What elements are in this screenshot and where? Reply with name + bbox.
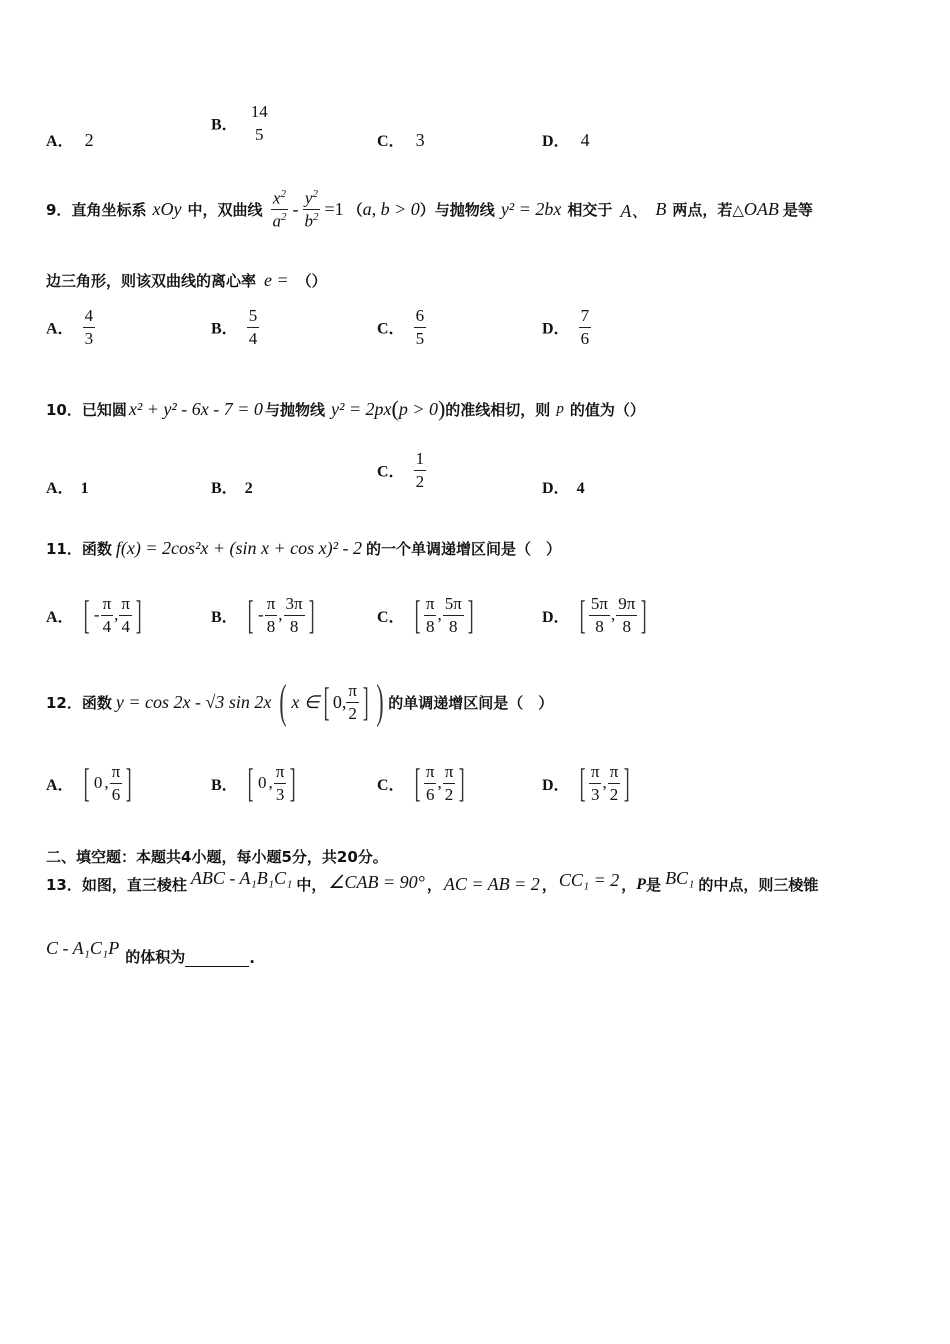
text: 与抛物线 [434,201,495,220]
denominator: 2 [444,784,454,804]
numerator: 6 [414,306,427,328]
q12-option-d[interactable] [542,762,634,804]
q13-stem-line2 [46,938,255,967]
q11-option-c[interactable] [377,594,477,636]
numerator: 7 [579,306,592,328]
interval: [ 0 , $\frac{\pi}{3}$ ] [247,760,297,806]
q9-option-c[interactable] [377,306,426,348]
text: 直角坐标系 [71,201,147,220]
value: 0 [93,773,103,793]
fraction-x2-a2: $\frac{x^2}{a^2}$ [272,188,287,231]
numerator: 5π [589,594,610,616]
numerator: π [101,594,114,616]
question-number: 13． [46,876,82,894]
q10-stem: 10． 已知圆 x² + y² - 6x - 7 = 0 与抛物线 y² = 2px ( p > 0 ) 的准线相切，则 p 的值为（） [46,396,645,421]
fraction [414,449,427,491]
text: （） [296,272,327,290]
denominator: 8 [266,616,276,636]
math: e = [264,270,289,290]
option-value: 4 [576,480,585,497]
math: xOy [152,199,182,220]
q11-option-a[interactable] [46,594,145,636]
math: ABC - A₁B₁C₁ [190,868,293,888]
numerator: π [346,681,359,703]
option-label: B． [211,776,238,794]
q12-option-b[interactable] [211,762,300,804]
text: 两点，若△ [672,201,744,220]
interval: [ - $\frac{\pi}{4}$ , $\frac{\pi}{4}$ ] [83,592,142,638]
q10-option-c[interactable] [377,449,426,491]
q11-option-b[interactable] [211,594,318,636]
math: a [272,211,281,231]
fraction [579,306,592,348]
text: 是等 [782,201,813,220]
math: A、 [620,200,650,221]
math: CC₁ = 2 [558,870,620,890]
math: BC₁ [665,868,695,888]
option-label: B． [211,320,238,338]
numerator: π [119,594,132,616]
section-title: 二、填空题：本题共4小题，每小题5分，共20分。 [46,848,388,866]
text: ， [426,876,442,894]
option-label: A． [46,133,74,150]
text: 中，双曲线 [187,201,263,220]
q11-stem [46,538,561,559]
text: 函数 [81,540,112,558]
option-label: A． [46,608,74,626]
text: 如图，直三棱柱 [81,876,187,894]
denominator: 6 [425,784,435,804]
math: B [655,199,667,220]
math: =1 [324,199,344,220]
denominator: 3 [84,328,94,348]
denominator: 8 [449,616,458,636]
interval: [ 0 , $\frac{\pi}{6}$ ] [83,760,132,806]
text: 的一个单调递增区间是（ ） [366,540,562,558]
math: P [636,875,647,893]
denominator: 4 [102,616,112,636]
fraction [83,306,96,348]
denominator: 5 [415,328,425,348]
text: . [249,949,255,967]
math: y = cos 2x - √3 sin 2x [115,691,272,712]
q12-stem: 12． 函数 y = cos 2x - √3 sin 2x ( x ∈ [ 0, $\frac{\pi}{2}$ ] ) 的单调递增区间是（ ） [46,675,554,728]
numerator: 5 [247,306,260,328]
option-label: D． [542,480,570,497]
option-label: C． [377,463,405,481]
option-label: A． [46,776,74,794]
option-label: C． [377,133,405,150]
denominator: 5 [255,124,264,144]
option-label: D． [542,776,570,794]
option-value: 3 [415,130,425,150]
q11-option-d[interactable] [542,594,651,636]
interval: [ $\frac{\pi}{8}$ , $\frac{5\pi}{8}$ ] [414,592,474,638]
q12-option-a[interactable] [46,762,136,804]
numerator: π [424,594,437,616]
q8-option-d[interactable] [542,128,590,151]
math: p > 0 [398,398,438,419]
denominator: 2 [348,703,357,723]
question-number: 12． [46,693,82,712]
text: 的值为（） [569,400,645,419]
question-number: 11． [46,540,82,558]
numerator: 1 [414,449,427,471]
text: 边三角形，则该双曲线的离心率 [46,272,257,290]
option-label: D． [542,320,570,338]
math: x ∈ [291,691,320,712]
fraction [249,102,270,144]
fraction-y2-b2: $\frac{y^2}{b^2}$ [304,188,319,231]
text: 的体积为 [125,948,186,966]
math: b [304,211,313,231]
q8-option-c[interactable] [377,128,425,151]
denominator: 8 [289,616,299,636]
option-label: B． [211,116,238,134]
option-label: B． [211,608,238,626]
math: 0, [332,691,347,712]
text: 相交于 [567,201,613,220]
value: 0 [258,773,267,793]
denominator: 3 [590,784,600,804]
math: y² = 2bx [500,199,562,220]
math: x² + y² - 6x - 7 = 0 [128,398,263,419]
denominator: 4 [248,328,258,348]
math: C - A₁C₁P [46,938,120,958]
denominator: 6 [111,784,121,804]
text: 的单调递增区间是（ ） [388,693,554,712]
option-label: A． [46,320,74,338]
option-value: 4 [580,130,590,150]
answer-blank[interactable] [185,966,249,967]
q9-stem-line2 [46,270,327,291]
math: ∠CAB = 90° [328,872,425,892]
numerator: 14 [249,102,270,124]
numerator: 5π [443,594,464,616]
q10-option-d[interactable] [542,475,585,498]
q12-option-c[interactable] [377,762,469,804]
question-number: 9． [46,201,72,220]
text: ， [541,876,557,894]
fraction [414,306,427,348]
math: y [304,188,313,208]
sign: - [93,605,100,625]
option-label: C． [377,608,405,626]
q9-option-a[interactable] [46,306,95,348]
text: （ [347,201,363,220]
text: 的准线相切，则 [445,400,551,419]
q10-option-a[interactable] [46,475,89,498]
option-label: A． [46,480,74,497]
interval: [ $\frac{\pi}{3}$ , $\frac{\pi}{2}$ ] [579,760,630,806]
q8-option-b[interactable] [211,102,270,144]
math: AC = AB = 2 [443,874,540,894]
text: 函数 [81,693,112,712]
math: y² = 2px [330,398,392,419]
option-value: 2 [84,130,94,150]
text: 的中点，则三棱锥 [698,876,819,894]
interval: [ $\frac{5\pi}{8}$ , $\frac{9\pi}{8}$ ] [579,592,647,638]
numerator: π [110,762,123,784]
option-label: B． [211,480,238,497]
option-label: C． [377,320,405,338]
text: 中， [296,876,327,894]
text: ， [621,876,637,894]
numerator: π [265,594,278,616]
text: 与抛物线 [264,400,325,419]
math: f(x) = 2cos²x + (sin x + cos x)² - 2 [115,538,363,558]
numerator: π [608,762,621,784]
numerator: π [424,762,437,784]
fraction [247,306,260,348]
denominator: 3 [275,784,285,804]
numerator: 9π [616,594,637,616]
text: ） [419,201,435,220]
math: a, b > 0 [362,199,420,220]
option-label: D． [542,133,570,150]
numerator: 4 [83,306,96,328]
math: x [272,188,281,208]
text: 是 [646,876,662,894]
numerator: 3π [284,594,305,616]
math: p [556,400,564,417]
text: 已知圆 [81,400,127,419]
q10-option-b[interactable] [211,475,253,498]
interval: [ - $\frac{\pi}{8}$ , $\frac{3\pi}{8}$ ] [247,592,315,638]
denominator: 8 [622,616,632,636]
option-value: 2 [244,480,253,497]
numerator: π [443,762,456,784]
interval: [ $\frac{\pi}{6}$ , $\frac{\pi}{2}$ ] [414,760,465,806]
math: - [292,199,299,220]
math: OAB [743,199,779,220]
option-label: C． [377,776,405,794]
denominator: 4 [121,616,130,636]
q9-stem [46,188,813,231]
denominator: 2 [415,471,425,491]
denominator: 6 [580,328,590,348]
sign: - [258,605,264,625]
option-label: D． [542,608,570,626]
q9-option-b[interactable] [211,306,259,348]
q8-option-a[interactable] [46,128,94,151]
denominator: 2 [609,784,619,804]
numerator: π [274,762,287,784]
q9-option-d[interactable] [542,306,591,348]
q13-stem [46,868,819,895]
option-value: 1 [80,480,89,497]
question-number: 10． [46,400,82,419]
denominator: 8 [595,616,604,636]
denominator: 8 [425,616,435,636]
numerator: π [589,762,602,784]
